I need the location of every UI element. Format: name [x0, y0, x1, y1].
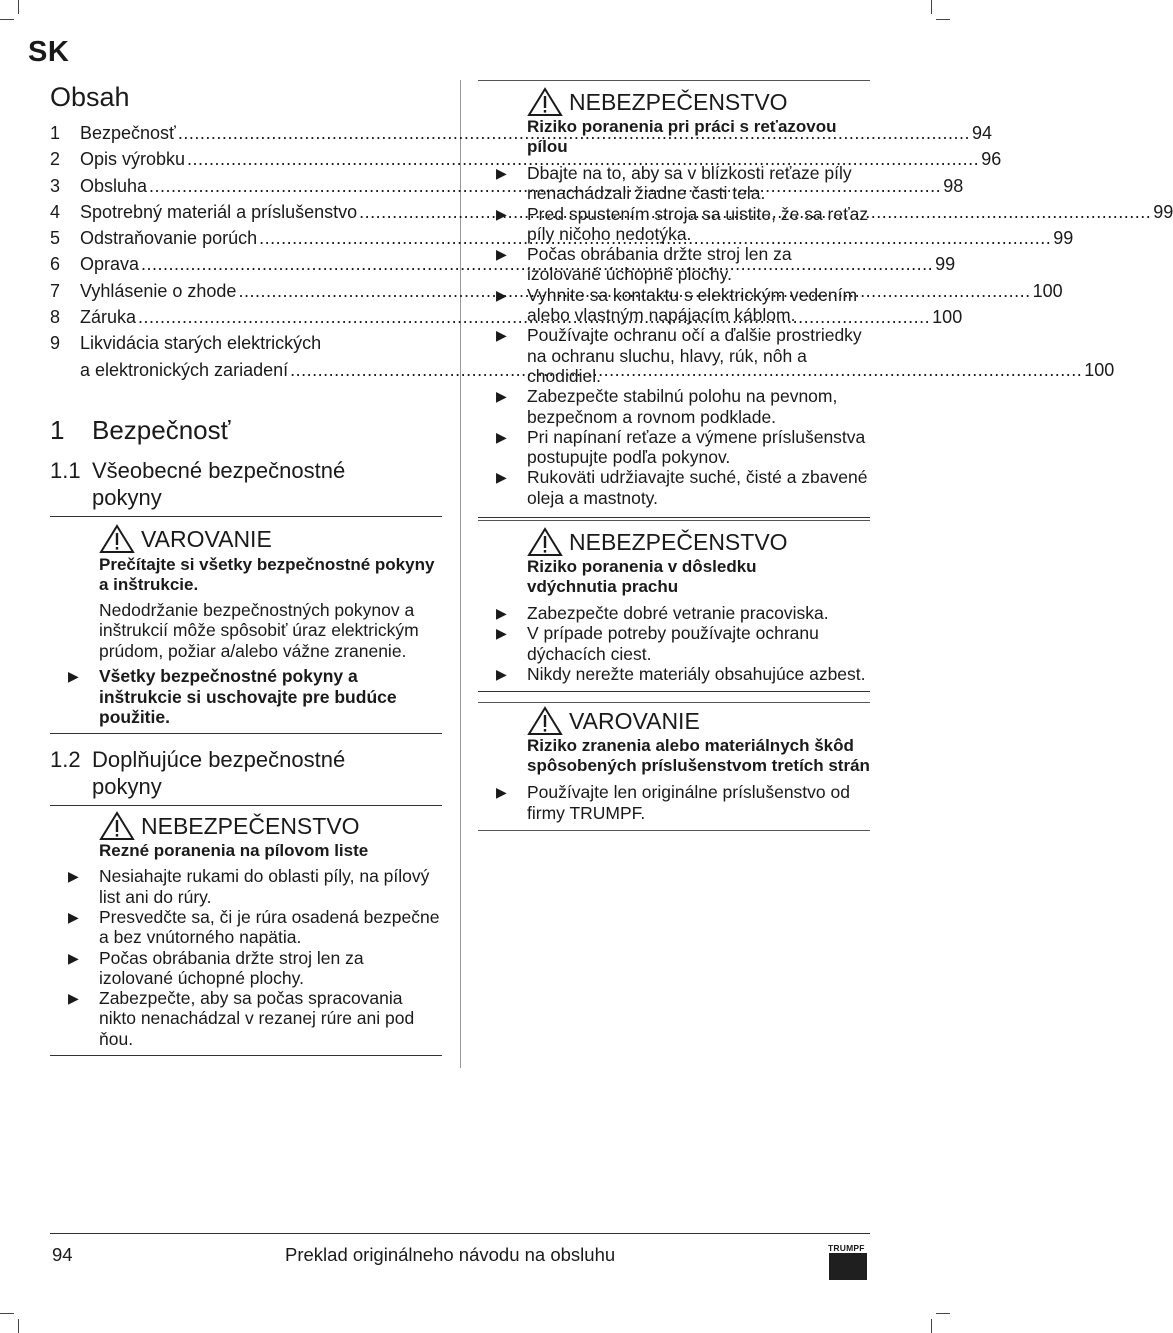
footer-text: Preklad originálneho návodu na obsluhu: [285, 1244, 616, 1265]
list-item: [496, 427, 870, 468]
toc-item-page: 100: [1084, 359, 1115, 380]
danger-bullets: [496, 163, 870, 508]
toc-item[interactable]: 9 Likvidácia starých elektrických a elektronických zariadení ..... 100: [50, 330, 442, 383]
page-number: 94: [52, 1244, 73, 1265]
list-item-text: Pri napínaní reťaze a výmene príslušenstva postupujte podľa pokynov.: [527, 426, 866, 468]
warning-triangle-icon: [99, 524, 135, 554]
toc-item-label: Opis výrobku: [80, 149, 186, 170]
list-item-text: Zabezpečte stabilnú polohu na pevnom, bezpečnom a rovnom podklade.: [527, 386, 838, 427]
right-column: [478, 78, 870, 831]
section-rule: [478, 691, 870, 692]
crop-mark: [18, 1319, 19, 1333]
subsection-heading: 1.1 Všeobecné bezpečnostné pokyny: [50, 457, 346, 510]
toc-item-page: 100: [1032, 280, 1063, 301]
toc-item-page: 98: [943, 175, 964, 196]
toc-item-number: 1: [50, 123, 61, 143]
list-item-text: Rukoväti udržiavajte suché, čisté a zbavené oleja a mastnoty.: [527, 467, 868, 508]
bullet-triangle-icon: ▶: [496, 625, 507, 642]
warning-triangle-icon: [527, 527, 563, 557]
section-rule: [50, 1055, 442, 1056]
danger-heading: NEBEZPEČENSTVO: [99, 811, 442, 841]
crop-mark: [931, 0, 932, 14]
list-item-text: Nikdy nerežte materiály obsahujúce azbest.: [527, 663, 866, 684]
bullet-triangle-icon: ▶: [496, 605, 507, 622]
warning-text: Nedodržanie bezpečnostných pokynov a inštrukcií môže spôsobiť úraz elektrickým prúdom, požiar a/alebo vážne zranenie.: [99, 599, 419, 661]
list-item: [496, 782, 870, 823]
toc-item-number: 8: [50, 307, 61, 328]
warning-box: [478, 703, 870, 823]
list-item: [496, 467, 870, 508]
toc-item[interactable]: [50, 146, 1002, 172]
danger-heading: NEBEZPEČENSTVO: [527, 87, 870, 117]
bullet-triangle-icon: ▶: [68, 908, 79, 925]
warning-triangle-icon: [99, 811, 135, 841]
list-item: [496, 325, 870, 386]
danger-bullets: [496, 603, 870, 684]
danger-box: [478, 521, 870, 684]
list-item: [496, 664, 870, 684]
subsection-heading: 1.2 Doplňujúce bezpečnostné pokyny: [50, 747, 346, 800]
danger-subtitle: Riziko poranenia pri práci s reťazovou pílou: [527, 117, 837, 156]
bullet-triangle-icon: ▶: [496, 428, 507, 445]
bullet-triangle-icon: ▶: [496, 165, 507, 181]
crop-mark: [936, 1313, 950, 1314]
list-item-text: Zabezpečte dobré vetranie pracoviska.: [527, 603, 829, 624]
list-item: [496, 386, 870, 427]
section-rule: [478, 517, 870, 518]
toc-item-label: Vyhlásenie o zhode: [80, 280, 237, 301]
bullet-triangle-icon: ▶: [496, 286, 507, 303]
toc-item-page: 94: [971, 123, 992, 143]
toc-item-page: 99: [1053, 228, 1074, 249]
danger-subtitle: Riziko poranenia v dôsledku vdýchnutia prachu: [527, 557, 757, 597]
toc-item-number: 5: [50, 228, 61, 249]
list-item: [496, 285, 870, 326]
toc-item-label: Bezpečnosť: [80, 123, 176, 143]
list-item-text: Nesiahajte rukami do oblasti píly, na pílový list ani do rúry.: [99, 866, 430, 907]
section-rule: [50, 733, 442, 734]
toc-item[interactable]: [50, 225, 1074, 251]
list-item: [68, 907, 442, 948]
bullet-triangle-icon: ▶: [496, 327, 507, 344]
footer-rule: [50, 1233, 870, 1234]
section-heading: 1 Bezpečnosť: [50, 414, 231, 445]
list-item-text: Počas obrábania držte stroj len za izolované úchopné plochy.: [99, 947, 364, 988]
crop-mark: [0, 19, 14, 20]
list-item-text: Pred spustením stroja sa uistite, že sa reťaz píly ničoho nedotýka.: [527, 203, 869, 244]
danger-heading: NEBEZPEČENSTVO: [527, 527, 870, 557]
warning-triangle-icon: [527, 706, 563, 736]
toc-item-label: Odstraňovanie porúch: [80, 228, 258, 249]
list-item: ▶ Všetky bezpečnostné pokyny a inštrukcie si uschovajte pre budúce použitie.: [68, 666, 397, 728]
list-item: [496, 603, 870, 623]
list-item-text: Presvedčte sa, či je rúra osadená bezpečne a bez vnútorného napätia.: [99, 906, 440, 948]
toc-item-label: Obsluha: [80, 175, 148, 196]
list-item: [496, 204, 870, 245]
warning-bullets: [68, 666, 442, 727]
crop-mark: [936, 19, 950, 20]
toc-item-page: 96: [981, 149, 1002, 170]
bullet-triangle-icon: ▶: [68, 668, 79, 685]
list-item: [496, 244, 870, 285]
warning-bullets: [496, 782, 870, 823]
section-rule: [478, 830, 870, 831]
danger-bullets: [68, 866, 442, 1049]
trumpf-logo-block: [829, 1253, 867, 1280]
crop-mark: [18, 0, 19, 14]
toc-item-label: a elektronických zariadení: [80, 359, 289, 380]
warning-box: [50, 517, 442, 727]
bullet-triangle-icon: ▶: [496, 784, 507, 801]
danger-subtitle: Rezné poranenia na pílovom liste: [99, 841, 369, 861]
toc-item-number: 3: [50, 175, 61, 196]
toc-item-number: 6: [50, 254, 61, 275]
list-item-text: Zabezpečte, aby sa počas spracovania nikto nenachádzal v rezanej rúre ani pod ňou.: [99, 988, 415, 1049]
bullet-triangle-icon: ▶: [68, 868, 79, 885]
trumpf-logo-text: TRUMPF: [828, 1243, 865, 1253]
list-item: [496, 163, 870, 204]
list-item-text: Používajte len originálne príslušenstvo od firmy TRUMPF.: [527, 782, 850, 823]
list-item-text: Používajte ochranu očí a ďalšie prostriedky na ochranu sluchu, hlavy, rúk, nôh a chodidiel.: [527, 325, 862, 386]
bullet-triangle-icon: ▶: [496, 665, 507, 682]
toc-item-number: 2: [50, 149, 61, 170]
warning-subtitle: Riziko zranenia alebo materiálnych škôd spôsobených príslušenstvom tretích strán: [527, 736, 870, 776]
warning-heading: VAROVANIE: [527, 706, 870, 736]
list-item-text: V prípade potreby používajte ochranu dýchacích ciest.: [527, 623, 819, 664]
bullet-triangle-icon: ▶: [496, 205, 507, 222]
list-item: [68, 988, 442, 1049]
toc-item-label: Likvidácia starých elektrických: [80, 333, 322, 354]
toc-item-number: 4: [50, 201, 61, 222]
warning-triangle-icon: [527, 87, 563, 117]
toc-item-label: Oprava: [80, 254, 140, 275]
danger-box: [50, 806, 442, 1049]
list-item-text: Vyhnite sa kontaktu s elektrickým vedením alebo vlastným napájacím káblom.: [527, 284, 858, 326]
bullet-triangle-icon: ▶: [496, 469, 507, 486]
bullet-triangle-icon: ▶: [496, 246, 507, 263]
toc-item-label: Spotrebný materiál a príslušenstvo: [80, 201, 358, 222]
list-item-text: Dbajte na to, aby sa v blízkosti reťaze píly nenachádzali žiadne časti tela.: [527, 163, 852, 204]
toc-item-number: 7: [50, 280, 61, 301]
list-item-text: Počas obrábania držte stroj len za izolované úchopné plochy.: [527, 244, 792, 285]
list-item: [68, 948, 442, 989]
toc-item-page: 100: [932, 307, 963, 328]
bullet-triangle-icon: ▶: [68, 949, 79, 966]
crop-mark: [931, 1319, 932, 1333]
warning-heading: VAROVANIE: [99, 524, 442, 554]
language-code: SK: [28, 36, 70, 68]
bullet-triangle-icon: ▶: [496, 388, 507, 405]
danger-box: [478, 81, 870, 508]
bullet-triangle-icon: ▶: [68, 990, 79, 1007]
toc-item-label: Záruka: [80, 307, 137, 328]
crop-mark: [0, 1313, 14, 1314]
list-item: [496, 623, 870, 664]
toc-title: Obsah: [50, 82, 130, 112]
toc-item-page: 99: [1153, 201, 1173, 222]
warning-subtitle: Prečítajte si všetky bezpečnostné pokyny a inštrukcie.: [99, 554, 435, 594]
toc-item-page: 99: [935, 254, 956, 275]
list-item: [68, 866, 442, 907]
toc-item[interactable]: [50, 278, 1063, 304]
